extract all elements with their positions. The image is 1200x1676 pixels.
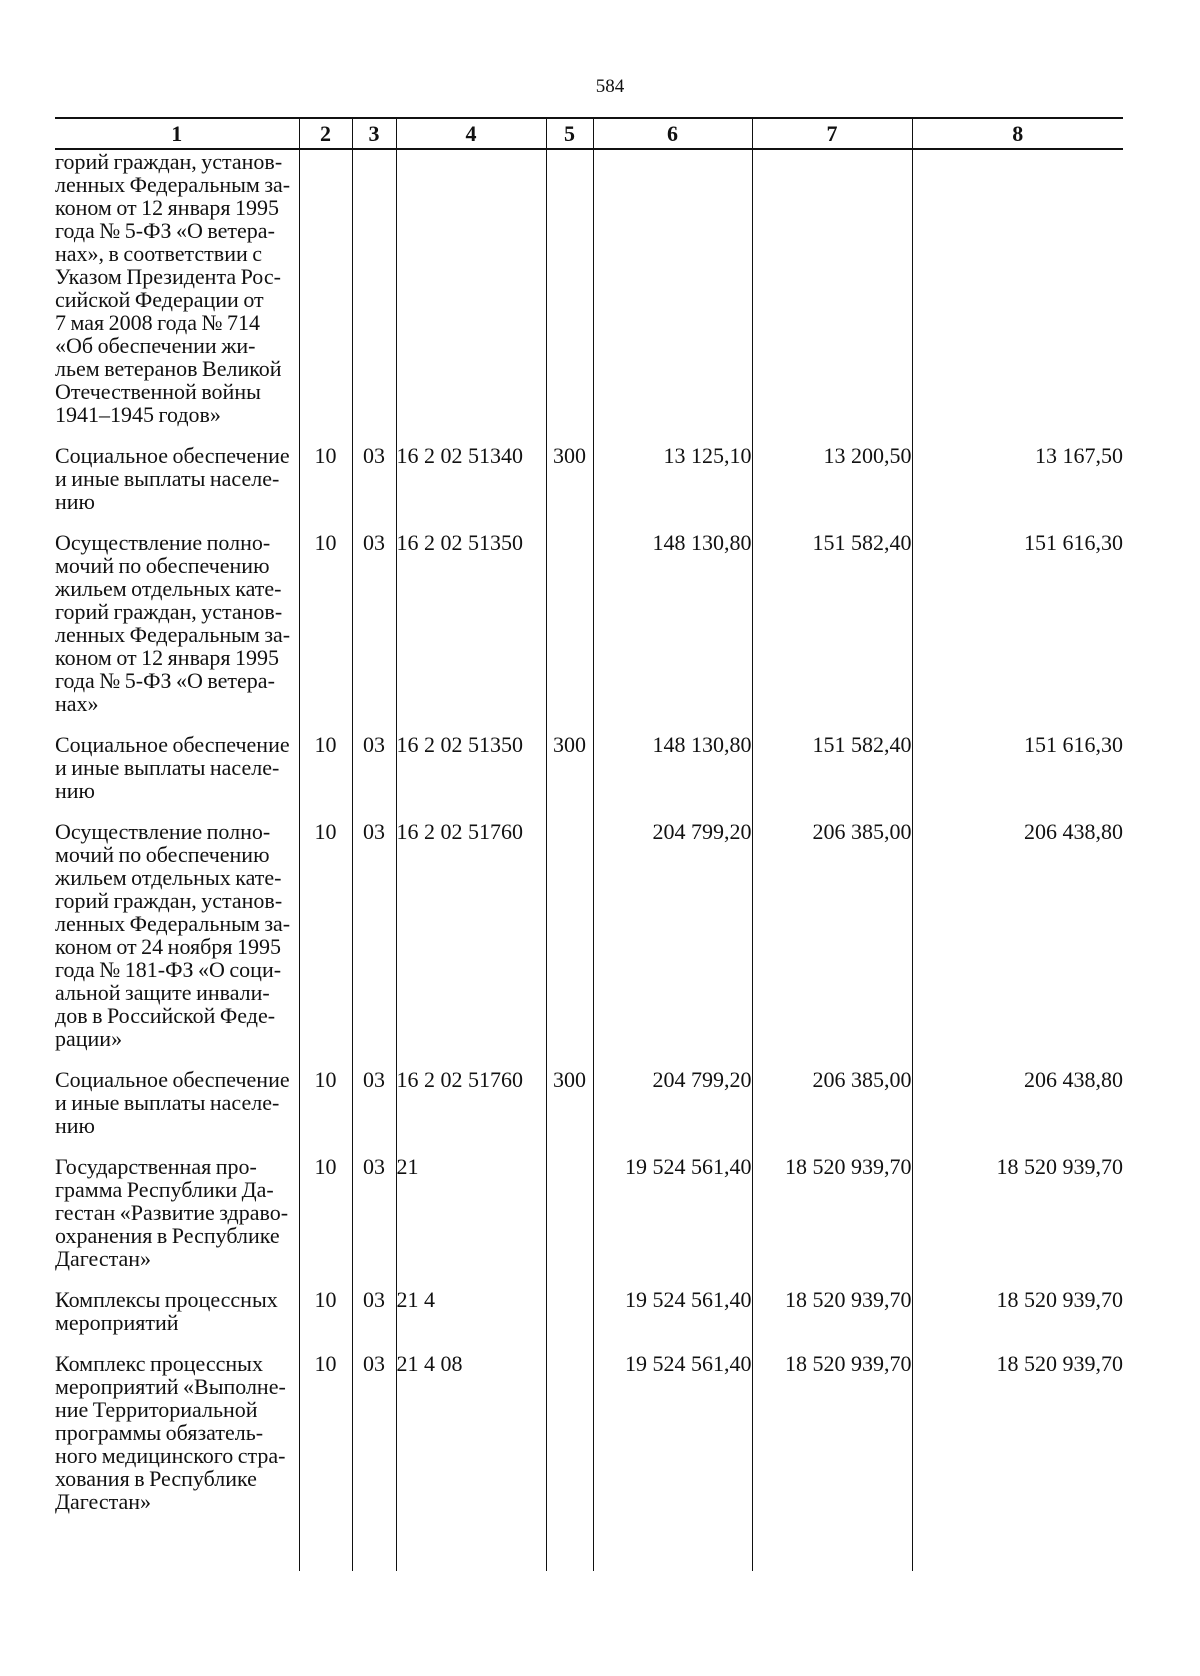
row-name-cell: Социальное обеспечение и иные выплаты населе- нию (55, 1067, 290, 1138)
spacer-cell (593, 715, 752, 733)
spacer-cell (752, 426, 912, 444)
row-spacer (55, 1137, 1123, 1155)
amount-year1-cell: 204 799,20 (593, 1068, 752, 1137)
amount-year2-cell: 18 520 939,70 (752, 1288, 912, 1334)
col-header-6: 6 (593, 118, 752, 149)
row-name-cell: Государственная про- грамма Республики Да- гестан «Развитие здраво- охранения в Республике Дагестан» (55, 1154, 289, 1271)
spacer-cell (396, 426, 546, 444)
target-article-cell: 16 2 02 51350 (396, 733, 546, 802)
spacer-cell (55, 1050, 299, 1068)
spacer-cell (299, 1334, 352, 1352)
amount-year1-cell: 13 125,10 (593, 444, 752, 513)
amount-year1-cell: 148 130,80 (593, 733, 752, 802)
spacer-cell (912, 1513, 1123, 1571)
row-name-cell: Комплекс процессных мероприятий «Выполне- ние Территориальной программы обязатель- ного медицинского стра- хования в Республике Дагестан» (55, 1351, 286, 1514)
target-article-cell (396, 149, 546, 426)
section-code-cell: 10 (299, 1352, 352, 1513)
spacer-cell (396, 513, 546, 531)
spacer-cell (55, 1334, 299, 1352)
amount-year3-cell: 18 520 939,70 (912, 1288, 1123, 1334)
amount-year3-cell: 18 520 939,70 (912, 1155, 1123, 1270)
spacer-cell (752, 715, 912, 733)
row-spacer (55, 802, 1123, 820)
spacer-cell (912, 1050, 1123, 1068)
spacer-cell (912, 426, 1123, 444)
amount-year3-cell: 206 438,80 (912, 820, 1123, 1050)
spacer-cell (546, 715, 593, 733)
target-article-cell: 21 4 (396, 1288, 546, 1334)
subsection-code-cell: 03 (352, 531, 396, 715)
spacer-cell (396, 1137, 546, 1155)
amount-year2-cell: 18 520 939,70 (752, 1352, 912, 1513)
spacer-cell (546, 426, 593, 444)
expense-type-cell (546, 149, 593, 426)
amount-year1-cell: 19 524 561,40 (593, 1352, 752, 1513)
row-spacer (55, 1270, 1123, 1288)
spacer-cell (396, 715, 546, 733)
spacer-cell (352, 426, 396, 444)
spacer-cell (396, 802, 546, 820)
spacer-cell (593, 513, 752, 531)
row-spacer (55, 715, 1123, 733)
amount-year1-cell (593, 149, 752, 426)
table-row (55, 1068, 1123, 1137)
spacer-cell (546, 1270, 593, 1288)
spacer-cell (593, 1334, 752, 1352)
target-article-cell: 16 2 02 51340 (396, 444, 546, 513)
spacer-cell (396, 1050, 546, 1068)
spacer-cell (546, 513, 593, 531)
spacer-cell (55, 1270, 299, 1288)
spacer-cell (912, 715, 1123, 733)
subsection-code-cell: 03 (352, 1155, 396, 1270)
spacer-cell (752, 802, 912, 820)
spacer-cell (299, 802, 352, 820)
spacer-cell (593, 1270, 752, 1288)
spacer-cell (299, 715, 352, 733)
spacer-cell (299, 513, 352, 531)
amount-year3-cell: 151 616,30 (912, 531, 1123, 715)
page-number: 584 (595, 76, 625, 97)
row-name-cell: Социальное обеспечение и иные выплаты населе- нию (55, 732, 290, 803)
target-article-cell: 21 4 08 (396, 1352, 546, 1513)
amount-year3-cell: 13 167,50 (912, 444, 1123, 513)
spacer-cell (299, 1270, 352, 1288)
col-header-7: 7 (752, 118, 912, 149)
table-row (55, 1352, 1123, 1513)
table-row (55, 444, 1123, 513)
table-body (55, 149, 1123, 1571)
row-name-cell: горий граждан, установ- ленных Федеральным за- коном от 12 января 1995 года № 5-ФЗ «О ветера- нах», в соответствии с Указом Президента Рос- сийской Федерации от 7 мая 2008 года № 714 «Об обеспечении жи- льем ветеранов Великой Отечественной войны 1941–1945 годов» (55, 149, 291, 427)
spacer-cell (752, 1513, 912, 1571)
section-code-cell: 10 (299, 1068, 352, 1137)
table-row (55, 820, 1123, 1050)
spacer-cell (396, 1334, 546, 1352)
amount-year3-cell (912, 149, 1123, 426)
spacer-cell (912, 513, 1123, 531)
expense-type-cell: 300 (546, 1068, 593, 1137)
amount-year1-cell: 19 524 561,40 (593, 1288, 752, 1334)
subsection-code-cell: 03 (352, 1288, 396, 1334)
spacer-cell (546, 1050, 593, 1068)
target-article-cell: 16 2 02 51760 (396, 820, 546, 1050)
spacer-cell (55, 426, 299, 444)
amount-year2-cell: 206 385,00 (752, 820, 912, 1050)
section-code-cell: 10 (299, 1155, 352, 1270)
spacer-cell (752, 1334, 912, 1352)
spacer-cell (55, 802, 299, 820)
amount-year2-cell: 13 200,50 (752, 444, 912, 513)
spacer-cell (299, 426, 352, 444)
row-name-cell: Осуществление полно- мочий по обеспечению жильем отдельных кате- горий граждан, установ- ленных Федеральным за- коном от 12 января 1995 года № 5-ФЗ «О ветера- нах» (55, 530, 291, 716)
table-row (55, 733, 1123, 802)
row-spacer (55, 1513, 1123, 1571)
col-header-8: 8 (912, 118, 1123, 149)
header-row (55, 118, 1123, 149)
spacer-cell (593, 1050, 752, 1068)
row-spacer (55, 1050, 1123, 1068)
subsection-code-cell: 03 (352, 733, 396, 802)
subsection-code-cell: 03 (352, 820, 396, 1050)
row-spacer (55, 426, 1123, 444)
subsection-code-cell: 03 (352, 1068, 396, 1137)
section-code-cell (299, 149, 352, 426)
spacer-cell (546, 802, 593, 820)
expense-type-cell (546, 1155, 593, 1270)
spacer-cell (546, 1137, 593, 1155)
table-row (55, 1155, 1123, 1270)
section-code-cell: 10 (299, 444, 352, 513)
row-spacer (55, 513, 1123, 531)
spacer-cell (752, 1137, 912, 1155)
subsection-code-cell (352, 149, 396, 426)
amount-year1-cell: 204 799,20 (593, 820, 752, 1050)
spacer-cell (352, 513, 396, 531)
expense-type-cell (546, 1288, 593, 1334)
amount-year3-cell: 151 616,30 (912, 733, 1123, 802)
col-header-2: 2 (299, 118, 352, 149)
subsection-code-cell: 03 (352, 444, 396, 513)
spacer-cell (352, 802, 396, 820)
table-row (55, 531, 1123, 715)
amount-year3-cell: 18 520 939,70 (912, 1352, 1123, 1513)
section-code-cell: 10 (299, 531, 352, 715)
section-code-cell: 10 (299, 733, 352, 802)
target-article-cell: 21 (396, 1155, 546, 1270)
section-code-cell: 10 (299, 820, 352, 1050)
spacer-cell (352, 1513, 396, 1571)
spacer-cell (299, 1513, 352, 1571)
amount-year2-cell: 18 520 939,70 (752, 1155, 912, 1270)
spacer-cell (352, 1270, 396, 1288)
col-header-3: 3 (352, 118, 396, 149)
amount-year2-cell (752, 149, 912, 426)
col-header-4: 4 (396, 118, 546, 149)
subsection-code-cell: 03 (352, 1352, 396, 1513)
expense-type-cell (546, 820, 593, 1050)
spacer-cell (593, 1137, 752, 1155)
spacer-cell (396, 1270, 546, 1288)
spacer-cell (912, 1137, 1123, 1155)
row-name-cell: Осуществление полно- мочий по обеспечению жильем отдельных кате- горий граждан, установ- ленных Федеральным за- коном от 24 ноября 1995 года № 181-ФЗ «О соци- альной защите инвали- дов в Российской Феде- рации» (55, 819, 291, 1051)
spacer-cell (352, 1137, 396, 1155)
expense-type-cell (546, 1352, 593, 1513)
table-row (55, 149, 1123, 426)
spacer-cell (299, 1137, 352, 1155)
col-header-1: 1 (55, 118, 299, 149)
table-row (55, 1288, 1123, 1334)
spacer-cell (55, 1137, 299, 1155)
spacer-cell (352, 715, 396, 733)
spacer-cell (752, 513, 912, 531)
expense-type-cell: 300 (546, 733, 593, 802)
spacer-cell (299, 1050, 352, 1068)
amount-year2-cell: 151 582,40 (752, 733, 912, 802)
col-header-5: 5 (546, 118, 593, 149)
row-name-cell: Комплексы процессных мероприятий (55, 1287, 278, 1335)
amount-year1-cell: 148 130,80 (593, 531, 752, 715)
target-article-cell: 16 2 02 51350 (396, 531, 546, 715)
budget-table (55, 117, 1123, 1571)
amount-year1-cell: 19 524 561,40 (593, 1155, 752, 1270)
amount-year3-cell: 206 438,80 (912, 1068, 1123, 1137)
spacer-cell (912, 802, 1123, 820)
spacer-cell (593, 1513, 752, 1571)
row-name-cell: Социальное обеспечение и иные выплаты населе- нию (55, 443, 290, 514)
spacer-cell (593, 802, 752, 820)
spacer-cell (352, 1334, 396, 1352)
expense-type-cell (546, 531, 593, 715)
spacer-cell (912, 1270, 1123, 1288)
spacer-cell (352, 1050, 396, 1068)
section-code-cell: 10 (299, 1288, 352, 1334)
expense-type-cell: 300 (546, 444, 593, 513)
spacer-cell (752, 1050, 912, 1068)
amount-year2-cell: 206 385,00 (752, 1068, 912, 1137)
row-spacer (55, 1334, 1123, 1352)
spacer-cell (593, 426, 752, 444)
spacer-cell (546, 1513, 593, 1571)
spacer-cell (752, 1270, 912, 1288)
spacer-cell (55, 513, 299, 531)
amount-year2-cell: 151 582,40 (752, 531, 912, 715)
spacer-cell (396, 1513, 546, 1571)
spacer-cell (55, 715, 299, 733)
spacer-cell (912, 1334, 1123, 1352)
target-article-cell: 16 2 02 51760 (396, 1068, 546, 1137)
spacer-cell (546, 1334, 593, 1352)
spacer-cell (55, 1513, 299, 1571)
